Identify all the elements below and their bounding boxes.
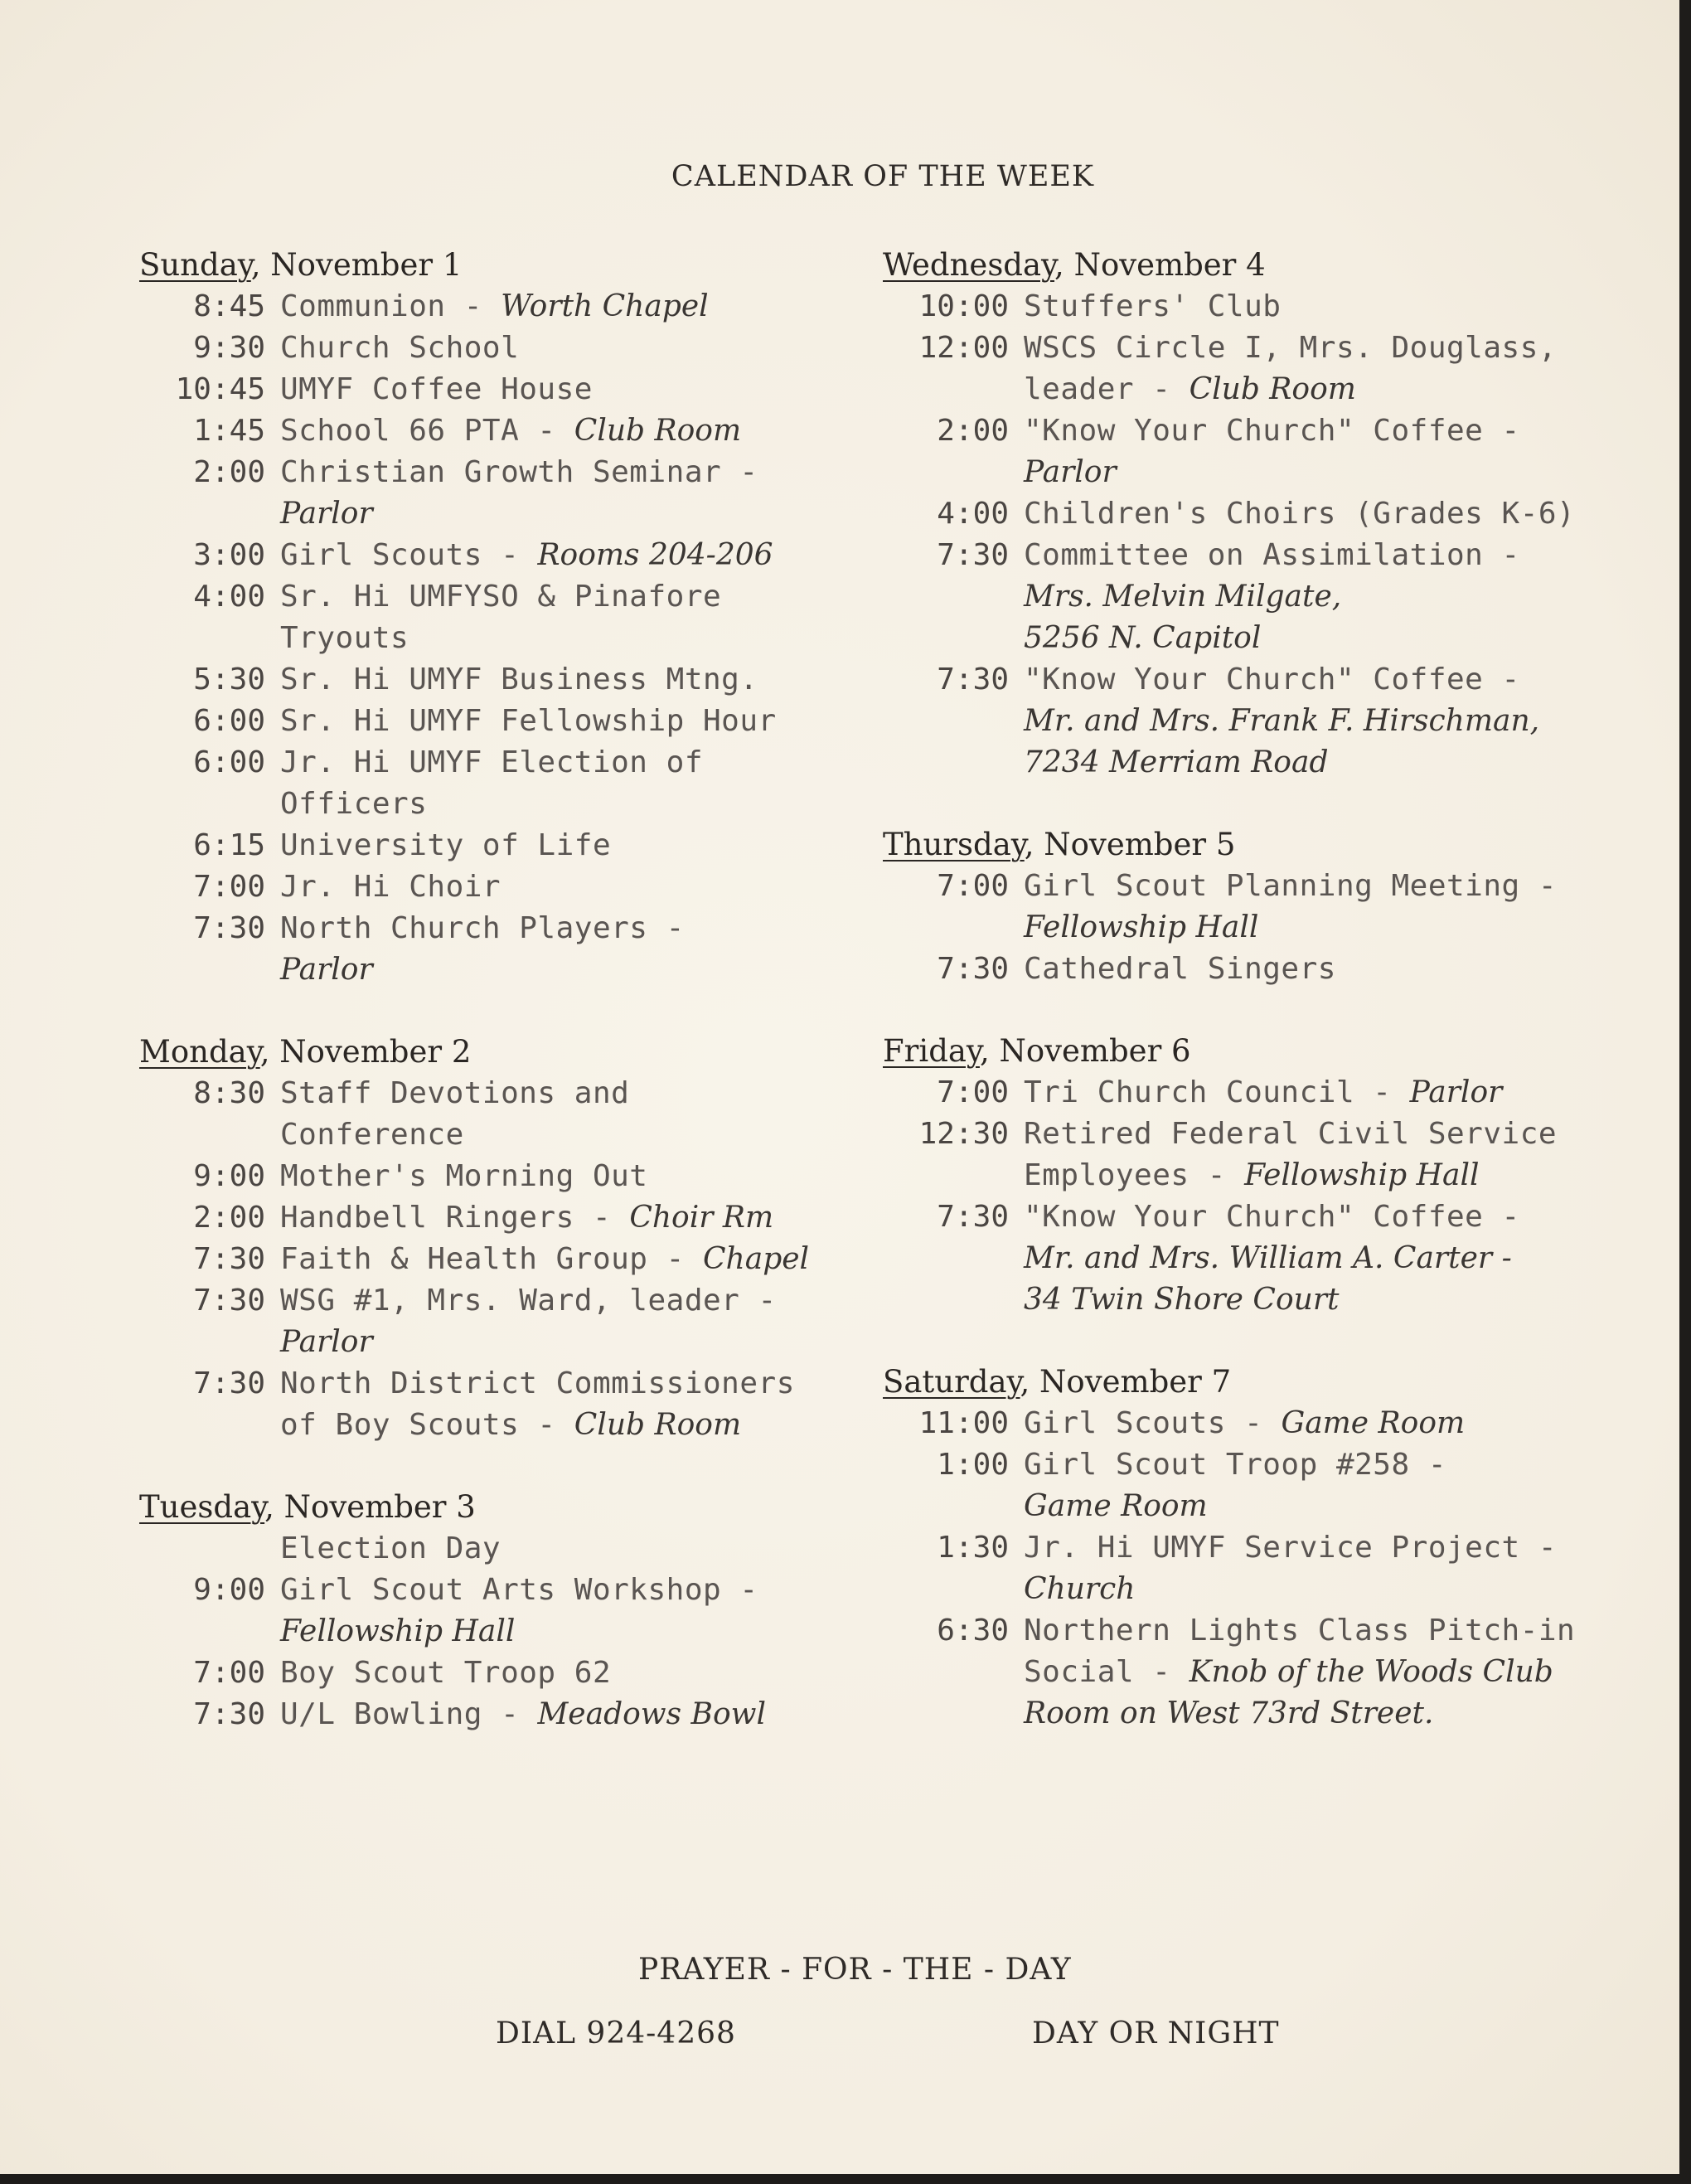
event-entry — [883, 1527, 1679, 1610]
event-location: 5256 N. Capitol — [1024, 621, 1262, 655]
day-date: , November 6 — [979, 1033, 1191, 1069]
day-date: , November 2 — [259, 1034, 472, 1070]
day-date: , November 7 — [1020, 1364, 1232, 1400]
event-text: leader - — [1024, 372, 1190, 406]
event-time: 10:45 — [175, 372, 265, 406]
event-details — [280, 1239, 809, 1280]
event-location: Worth Chapel — [501, 289, 709, 323]
event-text: Communion - — [280, 289, 501, 323]
event-entry — [139, 576, 885, 659]
event-time: 1:30 — [937, 1531, 1009, 1565]
event-line — [280, 1156, 647, 1197]
day-date: , November 3 — [264, 1489, 476, 1525]
event-text: Girl Scouts - — [280, 538, 538, 572]
day-name: Wednesday — [883, 247, 1055, 283]
event-entry — [883, 949, 1679, 990]
day-name: Sunday — [139, 247, 251, 283]
event-time: 2:00 — [193, 455, 265, 489]
event-entry — [139, 1073, 885, 1156]
event-details — [1024, 1072, 1502, 1114]
event-line — [280, 1322, 777, 1363]
event-line — [280, 1073, 629, 1114]
event-entry — [883, 328, 1679, 410]
event-time: 7:00 — [193, 1656, 265, 1690]
event-details — [280, 535, 773, 576]
event-time: 7:30 — [193, 1242, 265, 1276]
event-text: Girl Scouts - — [1024, 1406, 1282, 1440]
event-details — [1024, 1114, 1557, 1196]
event-line — [280, 328, 519, 369]
event-line — [1024, 286, 1281, 328]
event-time: 8:30 — [193, 1076, 265, 1110]
event-line — [1024, 618, 1520, 659]
event-line — [280, 1611, 758, 1653]
event-line — [280, 1653, 611, 1694]
day-heading — [139, 1487, 885, 1528]
event-text: of Boy Scouts - — [280, 1408, 574, 1442]
event-text: Cathedral Singers — [1024, 952, 1336, 986]
event-text: Tri Church Council - — [1024, 1075, 1410, 1109]
event-text: Officers — [280, 787, 428, 821]
event-text: Girl Scout Planning Meeting - — [1024, 869, 1558, 903]
event-time: 7:30 — [193, 1697, 265, 1731]
event-line — [280, 618, 721, 659]
event-line — [1024, 1486, 1446, 1527]
event-details — [280, 825, 611, 866]
event-text: Employees - — [1024, 1158, 1245, 1192]
event-entry — [139, 742, 885, 825]
event-entry — [883, 1610, 1679, 1735]
event-line — [280, 825, 611, 866]
event-line — [1024, 452, 1520, 493]
event-location: Rooms 204-206 — [537, 538, 773, 572]
event-entry — [139, 452, 885, 535]
event-entry — [883, 493, 1679, 535]
day-heading — [883, 1031, 1679, 1072]
event-line — [1024, 1196, 1520, 1238]
event-text: "Know Your Church" Coffee - — [1024, 414, 1520, 448]
event-line — [1024, 1569, 1557, 1610]
prayer-line: PRAYER - FOR - THE - DAY — [638, 1953, 1072, 1987]
event-details — [280, 1363, 795, 1446]
event-text: Girl Scout Troop #258 - — [1024, 1448, 1446, 1482]
scan-edge-right — [1679, 0, 1691, 2184]
event-line — [280, 742, 703, 784]
event-time: 7:30 — [937, 662, 1009, 696]
event-text: Retired Federal Civil Service — [1024, 1117, 1558, 1151]
event-line — [1024, 1444, 1446, 1486]
day-heading — [883, 1361, 1679, 1403]
event-time: 12:30 — [918, 1117, 1009, 1151]
event-details — [280, 1156, 647, 1197]
event-details — [280, 1570, 758, 1653]
event-text: Stuffers' Club — [1024, 289, 1282, 323]
event-time: 9:00 — [193, 1159, 265, 1193]
event-location: Parlor — [1024, 455, 1117, 489]
event-text: Church School — [280, 331, 520, 365]
event-time: 7:30 — [937, 1200, 1009, 1234]
day-date: , November 1 — [250, 247, 463, 283]
event-text: Mother's Morning Out — [280, 1159, 648, 1193]
event-details — [280, 1197, 773, 1239]
event-text: Sr. Hi UMYF Fellowship Hour — [280, 704, 777, 738]
event-location: Parlor — [280, 953, 373, 987]
event-time: 6:00 — [193, 704, 265, 738]
event-time: 7:00 — [937, 1075, 1009, 1109]
day-date: , November 5 — [1024, 827, 1236, 862]
event-line — [280, 535, 773, 576]
event-time: 8:45 — [193, 289, 265, 323]
event-text: Handbell Ringers - — [280, 1201, 630, 1235]
event-location: Mr. and Mrs. Frank F. Hirschman, — [1024, 704, 1540, 738]
event-time: 7:30 — [193, 911, 265, 945]
event-details — [1024, 286, 1281, 328]
day-name: Monday — [139, 1034, 260, 1070]
event-details — [280, 742, 703, 825]
event-entry — [139, 286, 885, 328]
event-text: Staff Devotions and — [280, 1076, 630, 1110]
event-time: 7:30 — [937, 538, 1009, 572]
event-text: WSCS Circle I, Mrs. Douglass, — [1024, 331, 1558, 365]
event-time: 11:00 — [918, 1406, 1009, 1440]
event-entry — [139, 1280, 885, 1363]
event-line — [280, 659, 758, 701]
event-entry — [139, 328, 885, 369]
event-line — [280, 452, 758, 493]
event-text: Boy Scout Troop 62 — [280, 1656, 612, 1690]
event-entry — [139, 866, 885, 908]
event-details — [1024, 949, 1336, 990]
event-text: Girl Scout Arts Workshop - — [280, 1573, 758, 1607]
event-entry — [139, 659, 885, 701]
event-entry — [883, 286, 1679, 328]
event-location: Fellowship Hall — [280, 1614, 516, 1648]
event-line — [1024, 1155, 1557, 1196]
event-time: 9:30 — [193, 331, 265, 365]
event-line — [280, 908, 685, 949]
event-line — [1024, 866, 1557, 907]
event-line — [280, 1114, 629, 1156]
event-time: 12:00 — [918, 331, 1009, 365]
event-location: Fellowship Hall — [1244, 1158, 1480, 1192]
day-name: Thursday — [883, 827, 1025, 862]
event-location: Parlor — [280, 497, 373, 531]
event-location: Parlor — [280, 1325, 373, 1359]
event-line — [280, 1528, 501, 1570]
event-time: 5:30 — [193, 662, 265, 696]
left-column — [139, 245, 885, 1776]
event-entry — [139, 1694, 885, 1735]
event-text: Northern Lights Class Pitch-in — [1024, 1614, 1576, 1648]
event-location: Parlor — [1409, 1075, 1503, 1109]
day-date: , November 4 — [1054, 247, 1266, 283]
event-details — [1024, 493, 1575, 535]
event-location: 34 Twin Shore Court — [1024, 1283, 1340, 1317]
event-time: 7:30 — [937, 952, 1009, 986]
day-section-monday — [139, 1031, 885, 1446]
event-details — [280, 701, 777, 742]
event-details — [1024, 410, 1520, 493]
event-location: Club Room — [574, 1408, 742, 1442]
event-line — [280, 410, 741, 452]
event-entry — [883, 535, 1679, 659]
event-line — [1024, 1527, 1557, 1569]
event-line — [1024, 659, 1539, 701]
event-line — [1024, 1238, 1520, 1279]
day-heading — [883, 824, 1679, 866]
event-line — [1024, 701, 1539, 742]
event-time: 1:00 — [937, 1448, 1009, 1482]
event-details — [280, 1280, 777, 1363]
event-entry — [139, 908, 885, 991]
event-text: School 66 PTA - — [280, 414, 574, 448]
event-line — [1024, 1279, 1520, 1321]
event-entry — [139, 1197, 885, 1239]
event-text: UMYF Coffee House — [280, 372, 593, 406]
event-details — [280, 410, 741, 452]
event-location: Church — [1024, 1572, 1136, 1606]
event-location: Choir Rm — [629, 1201, 774, 1235]
event-details — [280, 452, 758, 535]
event-line — [1024, 535, 1520, 576]
event-line — [280, 1405, 795, 1446]
event-location: Club Room — [1189, 372, 1356, 406]
event-details — [1024, 328, 1557, 410]
event-line — [280, 1363, 795, 1405]
event-time — [139, 1528, 265, 1570]
event-line — [1024, 1403, 1465, 1444]
day-section-sunday — [139, 245, 885, 991]
dial-number: DIAL 924-4268 — [496, 2017, 736, 2051]
event-time: 3:00 — [193, 538, 265, 572]
event-time: 2:00 — [937, 414, 1009, 448]
day-name: Saturday — [883, 1364, 1020, 1400]
event-line — [1024, 1072, 1502, 1114]
event-line — [1024, 907, 1557, 949]
event-text: WSG #1, Mrs. Ward, leader - — [280, 1284, 777, 1318]
event-text: Faith & Health Group - — [280, 1242, 703, 1276]
event-location: 7234 Merriam Road — [1024, 745, 1329, 779]
event-entry — [883, 1114, 1679, 1196]
event-line — [1024, 742, 1539, 784]
event-time: 1:45 — [193, 414, 265, 448]
event-entry — [139, 410, 885, 452]
event-time: 10:00 — [918, 289, 1009, 323]
event-line — [280, 1280, 777, 1322]
day-or-night: DAY OR NIGHT — [1032, 2017, 1280, 2051]
event-details — [1024, 866, 1557, 949]
event-text: Committee on Assimilation - — [1024, 538, 1520, 572]
event-line — [280, 866, 501, 908]
event-details — [280, 576, 721, 659]
event-text: "Know Your Church" Coffee - — [1024, 1200, 1520, 1234]
event-time: 4:00 — [193, 580, 265, 614]
event-line — [1024, 576, 1520, 618]
event-text: Jr. Hi UMYF Election of — [280, 745, 703, 779]
event-location: Meadows Bowl — [537, 1697, 766, 1731]
event-line — [1024, 493, 1575, 535]
event-text: Jr. Hi Choir — [280, 870, 501, 904]
event-entry — [883, 410, 1679, 493]
page-title: CALENDAR OF THE WEEK — [671, 160, 1095, 193]
day-section-saturday — [883, 1361, 1679, 1735]
event-line — [280, 576, 721, 618]
event-details — [280, 908, 685, 991]
event-details — [280, 1528, 501, 1570]
event-line — [1024, 1652, 1575, 1693]
day-heading — [139, 1031, 885, 1073]
event-details — [280, 1653, 611, 1694]
event-location: Knob of the Woods Club — [1189, 1655, 1553, 1689]
day-section-tuesday — [139, 1487, 885, 1735]
event-details — [280, 1694, 766, 1735]
event-time: 2:00 — [193, 1201, 265, 1235]
event-location: Game Room — [1281, 1406, 1466, 1440]
event-details — [1024, 1196, 1520, 1321]
event-text: Christian Growth Seminar - — [280, 455, 758, 489]
event-line — [280, 286, 709, 328]
event-line — [280, 1694, 766, 1735]
event-text: Children's Choirs (Grades K-6) — [1024, 497, 1576, 531]
event-line — [1024, 1114, 1557, 1155]
event-text: Conference — [280, 1118, 464, 1152]
event-time: 6:15 — [193, 828, 265, 862]
event-time: 6:00 — [193, 745, 265, 779]
event-time: 4:00 — [937, 497, 1009, 531]
event-line — [280, 1570, 758, 1611]
event-line — [1024, 1693, 1575, 1735]
event-details — [280, 659, 758, 701]
event-line — [1024, 328, 1557, 369]
event-line — [280, 1197, 773, 1239]
event-details — [280, 866, 501, 908]
event-details — [280, 328, 519, 369]
event-text: Election Day — [280, 1531, 501, 1565]
event-location: Game Room — [1024, 1489, 1208, 1523]
event-details — [1024, 1527, 1557, 1610]
event-text: U/L Bowling - — [280, 1697, 538, 1731]
event-entry — [139, 825, 885, 866]
event-time: 7:00 — [937, 869, 1009, 903]
event-entry — [139, 1570, 885, 1653]
scan-edge-bottom — [0, 2174, 1691, 2184]
event-entry — [139, 1239, 885, 1280]
event-location: Mrs. Melvin Milgate, — [1024, 580, 1342, 614]
event-entry — [883, 866, 1679, 949]
event-line — [1024, 949, 1336, 990]
event-entry — [139, 1363, 885, 1446]
event-text: University of Life — [280, 828, 612, 862]
event-entry — [883, 1444, 1679, 1527]
event-location: Club Room — [574, 414, 742, 448]
event-line — [1024, 1610, 1575, 1652]
event-line — [280, 949, 685, 991]
day-section-thursday — [883, 824, 1679, 990]
event-entry — [139, 369, 885, 410]
event-line — [280, 1239, 809, 1280]
event-location: Fellowship Hall — [1024, 910, 1259, 944]
event-line — [1024, 369, 1557, 410]
event-text: Jr. Hi UMYF Service Project - — [1024, 1531, 1558, 1565]
event-details — [280, 286, 709, 328]
event-details — [1024, 1610, 1575, 1735]
event-time: 6:30 — [937, 1614, 1009, 1648]
event-text: "Know Your Church" Coffee - — [1024, 662, 1520, 696]
event-details — [280, 369, 593, 410]
event-details — [1024, 1444, 1446, 1527]
event-line — [280, 493, 758, 535]
event-details — [1024, 659, 1539, 784]
event-entry — [139, 1156, 885, 1197]
event-entry — [139, 1528, 885, 1570]
event-text: Sr. Hi UMFYSO & Pinafore — [280, 580, 722, 614]
day-heading — [883, 245, 1679, 286]
event-text: Sr. Hi UMYF Business Mtng. — [280, 662, 758, 696]
right-column — [883, 245, 1679, 1775]
event-time: 9:00 — [193, 1573, 265, 1607]
event-time: 7:00 — [193, 870, 265, 904]
event-text: Social - — [1024, 1655, 1190, 1689]
event-location: Mr. and Mrs. William A. Carter - — [1024, 1241, 1512, 1275]
event-line — [280, 784, 703, 825]
event-entry — [139, 701, 885, 742]
event-line — [280, 369, 593, 410]
day-section-wednesday — [883, 245, 1679, 784]
day-name: Tuesday — [139, 1489, 265, 1525]
event-time: 7:30 — [193, 1366, 265, 1400]
event-entry — [883, 1403, 1679, 1444]
event-time: 7:30 — [193, 1284, 265, 1318]
event-entry — [883, 1072, 1679, 1114]
event-entry — [883, 1196, 1679, 1321]
event-text: North Church Players - — [280, 911, 685, 945]
event-line — [280, 701, 777, 742]
event-line — [1024, 410, 1520, 452]
day-section-friday — [883, 1031, 1679, 1321]
day-name: Friday — [883, 1033, 980, 1069]
event-entry — [139, 535, 885, 576]
event-location: Room on West 73rd Street. — [1024, 1696, 1434, 1730]
event-text: Tryouts — [280, 621, 409, 655]
event-location: Chapel — [703, 1242, 810, 1276]
event-details — [1024, 535, 1520, 659]
event-details — [1024, 1403, 1465, 1444]
day-heading — [139, 245, 885, 286]
event-entry — [139, 1653, 885, 1694]
event-text: North District Commissioners — [280, 1366, 795, 1400]
event-entry — [883, 659, 1679, 784]
event-details — [280, 1073, 629, 1156]
